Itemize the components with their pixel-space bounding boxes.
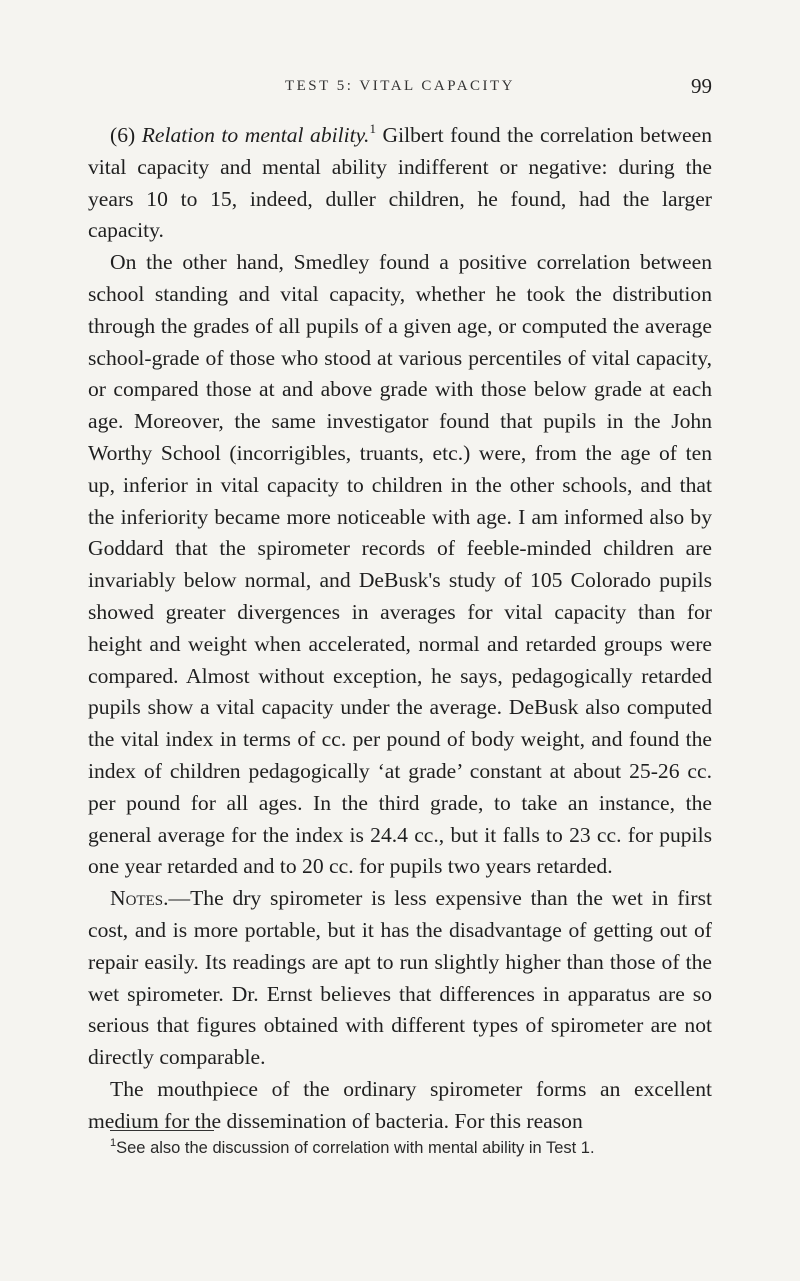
running-head: [88, 74, 712, 104]
section-title: Relation to mental ability.: [141, 123, 370, 147]
paragraph-smedley: On the other hand, Smedley found a positive correlation between school standing and vital capacity, whether he took the distribution through the grades of all pupils of a given age, or computed the average school-grade of those who stood at various percentiles of vital capacity, or compared those at and above grade with those below grade at each age. Moreover, the same investigator found that pupils in the John Worthy School (incorrigibles, truants, etc.) were, from the age of ten up, inferior in vital capacity to children in the other schools, and that the inferiority became more noticeable with age. I am informed also by Goddard that the spirometer records of feeble-minded children are invariably below normal, and DeBusk's study of 105 Colorado pupils showed greater divergences in averages for vital capacity than for height and weight when accelerated, normal and retarded groups were compared. Almost without exception, he says, pedagogically retarded pupils show a vital capacity under the average. DeBusk also computed the vital index in terms of cc. per pound of body weight, and found the index of children pedagogically ‘at grade’ constant at about 25-26 cc. per pound for all ages. In the third grade, to take an instance, the general average for the index is 24.4 cc., but it falls to 23 cc. for pupils one year retarded and to 20 cc. for pupils two years retarded.: [88, 250, 712, 879]
section-label: (6): [110, 123, 136, 147]
notes-lead: Notes.: [110, 886, 169, 911]
page-number: 99: [691, 74, 712, 98]
paragraph-text: —The dry spirometer is less expensive than the wet in first cost, and is more portable, but it has the disadvantage of getting out of repair easily. Its readings are apt to run slightly higher than those of the wet spirometer. Dr. Ernst believes that differences in apparatus are so serious that figures obtained with different types of spirometer are not directly comparable.: [88, 886, 712, 1070]
body-text: [88, 120, 712, 1138]
paragraph-text: Gilbert found the correlation between vital capacity and mental ability indifferent or negative: during the years 10 to 15, indeed, duller children, he found, had the larger capacity.: [88, 123, 713, 243]
footnote-rule: [110, 1130, 214, 1131]
footnote-marker: 1: [110, 1137, 117, 1149]
footnote-text: See also the discussion of correlation with mental ability in Test 1.: [116, 1139, 595, 1157]
paragraph-relation-mental-ability: [88, 120, 712, 247]
paragraph-mouthpiece: The mouthpiece of the ordinary spirometer forms an excellent medium for the dissemination of bacteria. For this reason: [88, 1076, 712, 1133]
running-title: TEST 5: VITAL CAPACITY: [284, 78, 516, 94]
footnote-reference: 1: [369, 121, 376, 136]
footnote: [110, 1135, 712, 1161]
paragraph-notes: [88, 883, 712, 1074]
